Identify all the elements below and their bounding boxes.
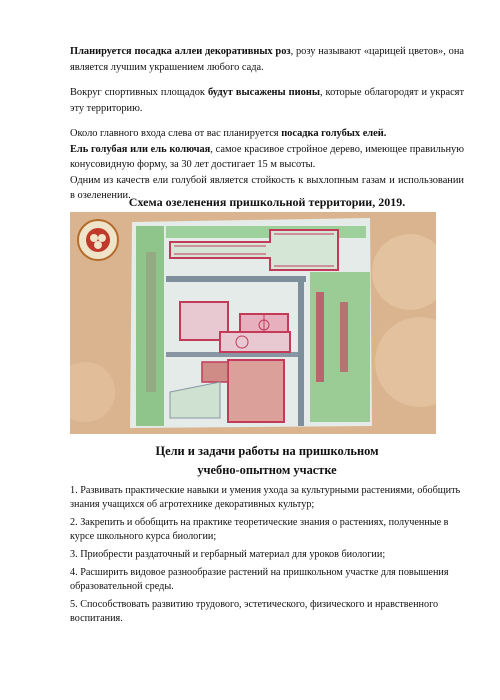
paragraph-roses xyxy=(70,44,464,75)
goal-item: 5. Способствовать развитию трудового, эстетического, физического и нравственного воспитания. xyxy=(70,598,439,624)
roses-bold: Планируется посадка аллеи декоративных роз xyxy=(70,46,291,57)
goal-item: 2. Закрепить и обобщить на практике теоретические знания о растениях, полученные в курсе школьного курса биологии; xyxy=(70,517,449,543)
goals-list xyxy=(70,484,464,630)
goal-item: 1. Развивать практические навыки и умения ухода за культурными растениями, обобщить знания учащихся об агротехнике декоративных культур; xyxy=(70,485,461,511)
spruce-quality: Одним из качеств ели голубой является стойкость к выхлопным газам и использовании в озеленении. xyxy=(70,174,464,202)
spruce-bold: посадка голубых елей. xyxy=(281,128,387,139)
goals-title-line2: учебно-опытном участке xyxy=(197,463,337,477)
scheme-title: Схема озеленения пришкольной территории, 2019. xyxy=(128,195,406,209)
spruce-pre: Около главного входа слева от вас планируется xyxy=(70,128,282,139)
scheme-photo xyxy=(70,212,436,434)
goals-title-line1: Цели и задачи работы на пришкольном xyxy=(155,444,379,458)
peonies-bold: будут высажены пионы xyxy=(207,87,320,98)
paragraph-spruce xyxy=(70,126,464,204)
paragraph-peonies xyxy=(70,85,464,116)
scheme-drawing xyxy=(70,212,436,434)
goal-item: 4. Расширить видовое разнообразие растений на пришкольном участке для повышения образовательной среды. xyxy=(70,566,449,592)
school-logo-icon xyxy=(78,220,118,260)
goal-item: 3. Приобрести раздаточный и гербарный материал для уроков биологии; xyxy=(70,549,386,560)
roses-text: , розу называют «царицей цветов», она является лучшим украшением любого сада. xyxy=(70,46,464,73)
spruce-description: , самое красивое стройное дерево, имеющее правильную конусовидную форму, за 30 лет достигает 15 м высоты. xyxy=(70,143,464,171)
peonies-pre: Вокруг спортивных площадок xyxy=(70,87,208,98)
peonies-text: , которые облагородят и украсят эту территорию. xyxy=(70,87,464,114)
spruce-name-bold: Ель голубая или ель колючая xyxy=(70,143,211,155)
